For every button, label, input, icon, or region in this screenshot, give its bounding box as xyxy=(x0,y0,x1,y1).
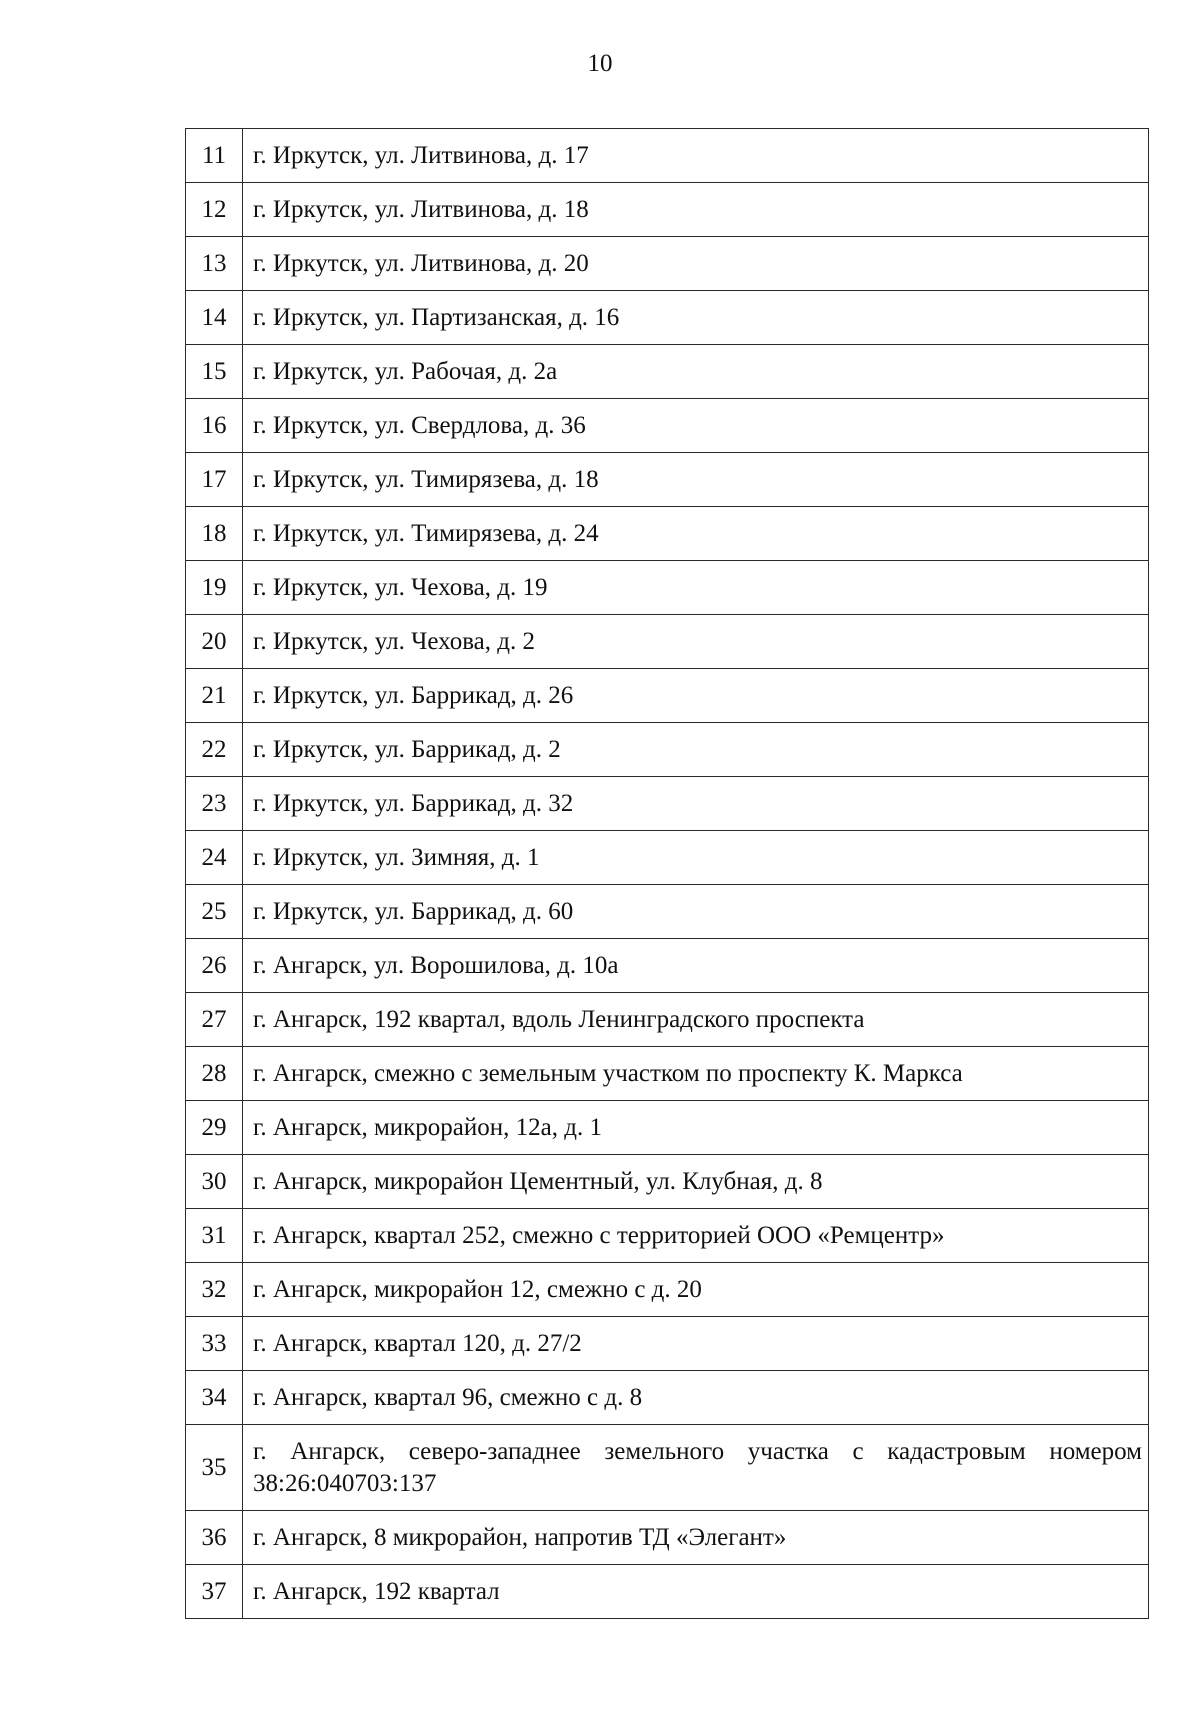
table-row xyxy=(186,1101,1149,1155)
row-number: 21 xyxy=(186,669,243,723)
table-row xyxy=(186,1263,1149,1317)
row-address: г. Иркутск, ул. Свердлова, д. 36 xyxy=(243,399,1149,453)
table-row xyxy=(186,129,1149,183)
row-address: г. Ангарск, квартал 96, смежно с д. 8 xyxy=(243,1371,1149,1425)
row-address: г. Иркутск, ул. Литвинова, д. 20 xyxy=(243,237,1149,291)
table-row xyxy=(186,237,1149,291)
table-row xyxy=(186,1425,1149,1511)
table-row xyxy=(186,399,1149,453)
table-row xyxy=(186,183,1149,237)
row-address: г. Ангарск, микрорайон Цементный, ул. Клубная, д. 8 xyxy=(243,1155,1149,1209)
row-address: г. Иркутск, ул. Тимирязева, д. 18 xyxy=(243,453,1149,507)
table-row xyxy=(186,1047,1149,1101)
row-number: 29 xyxy=(186,1101,243,1155)
row-number: 16 xyxy=(186,399,243,453)
row-number: 34 xyxy=(186,1371,243,1425)
table-row xyxy=(186,1565,1149,1619)
table-row xyxy=(186,1511,1149,1565)
table-row xyxy=(186,345,1149,399)
row-number: 28 xyxy=(186,1047,243,1101)
row-address: г. Иркутск, ул. Зимняя, д. 1 xyxy=(243,831,1149,885)
row-address: г. Ангарск, микрорайон, 12а, д. 1 xyxy=(243,1101,1149,1155)
table-row xyxy=(186,1317,1149,1371)
row-address: г. Иркутск, ул. Партизанская, д. 16 xyxy=(243,291,1149,345)
row-address: г. Иркутск, ул. Литвинова, д. 18 xyxy=(243,183,1149,237)
row-address: г. Ангарск, смежно с земельным участком по проспекту К. Маркса xyxy=(243,1047,1149,1101)
table-row xyxy=(186,831,1149,885)
row-address: г. Иркутск, ул. Чехова, д. 2 xyxy=(243,615,1149,669)
page-number: 10 xyxy=(587,50,613,77)
table-row xyxy=(186,885,1149,939)
table-row xyxy=(186,1371,1149,1425)
row-address: г. Ангарск, квартал 252, смежно с территорией ООО «Ремцентр» xyxy=(243,1209,1149,1263)
row-number: 12 xyxy=(186,183,243,237)
row-number: 37 xyxy=(186,1565,243,1619)
row-number: 19 xyxy=(186,561,243,615)
row-address: г. Ангарск, микрорайон 12, смежно с д. 20 xyxy=(243,1263,1149,1317)
row-number: 36 xyxy=(186,1511,243,1565)
row-number: 26 xyxy=(186,939,243,993)
row-number: 20 xyxy=(186,615,243,669)
row-address: г. Иркутск, ул. Баррикад, д. 26 xyxy=(243,669,1149,723)
row-address: г. Ангарск, 192 квартал, вдоль Ленинградского проспекта xyxy=(243,993,1149,1047)
row-number: 15 xyxy=(186,345,243,399)
row-number: 33 xyxy=(186,1317,243,1371)
table-row xyxy=(186,939,1149,993)
row-number: 32 xyxy=(186,1263,243,1317)
row-number: 24 xyxy=(186,831,243,885)
row-address: г. Иркутск, ул. Баррикад, д. 32 xyxy=(243,777,1149,831)
table-row xyxy=(186,993,1149,1047)
table-row xyxy=(186,561,1149,615)
row-number: 23 xyxy=(186,777,243,831)
table-row xyxy=(186,453,1149,507)
row-number: 30 xyxy=(186,1155,243,1209)
table-row xyxy=(186,777,1149,831)
table-row xyxy=(186,1209,1149,1263)
row-number: 17 xyxy=(186,453,243,507)
row-address: г. Ангарск, северо-западнее земельного участка с кадастровым номером 38:26:040703:137 xyxy=(243,1425,1149,1511)
row-address: г. Ангарск, ул. Ворошилова, д. 10а xyxy=(243,939,1149,993)
row-number: 14 xyxy=(186,291,243,345)
row-address: г. Ангарск, квартал 120, д. 27/2 xyxy=(243,1317,1149,1371)
table-row xyxy=(186,507,1149,561)
row-number: 25 xyxy=(186,885,243,939)
table-row xyxy=(186,1155,1149,1209)
row-address: г. Иркутск, ул. Баррикад, д. 2 xyxy=(243,723,1149,777)
table-row xyxy=(186,615,1149,669)
row-number: 22 xyxy=(186,723,243,777)
table-row xyxy=(186,723,1149,777)
table-row xyxy=(186,291,1149,345)
row-number: 27 xyxy=(186,993,243,1047)
row-number: 31 xyxy=(186,1209,243,1263)
row-number: 11 xyxy=(186,129,243,183)
row-address: г. Ангарск, 8 микрорайон, напротив ТД «Элегант» xyxy=(243,1511,1149,1565)
row-address: г. Иркутск, ул. Тимирязева, д. 24 xyxy=(243,507,1149,561)
row-address: г. Иркутск, ул. Баррикад, д. 60 xyxy=(243,885,1149,939)
address-table xyxy=(185,128,1149,1619)
row-number: 18 xyxy=(186,507,243,561)
address-table-body xyxy=(186,129,1149,1619)
table-row xyxy=(186,669,1149,723)
row-number: 35 xyxy=(186,1425,243,1511)
row-address: г. Иркутск, ул. Литвинова, д. 17 xyxy=(243,129,1149,183)
row-address: г. Ангарск, 192 квартал xyxy=(243,1565,1149,1619)
row-address: г. Иркутск, ул. Рабочая, д. 2а xyxy=(243,345,1149,399)
row-number: 13 xyxy=(186,237,243,291)
row-address: г. Иркутск, ул. Чехова, д. 19 xyxy=(243,561,1149,615)
